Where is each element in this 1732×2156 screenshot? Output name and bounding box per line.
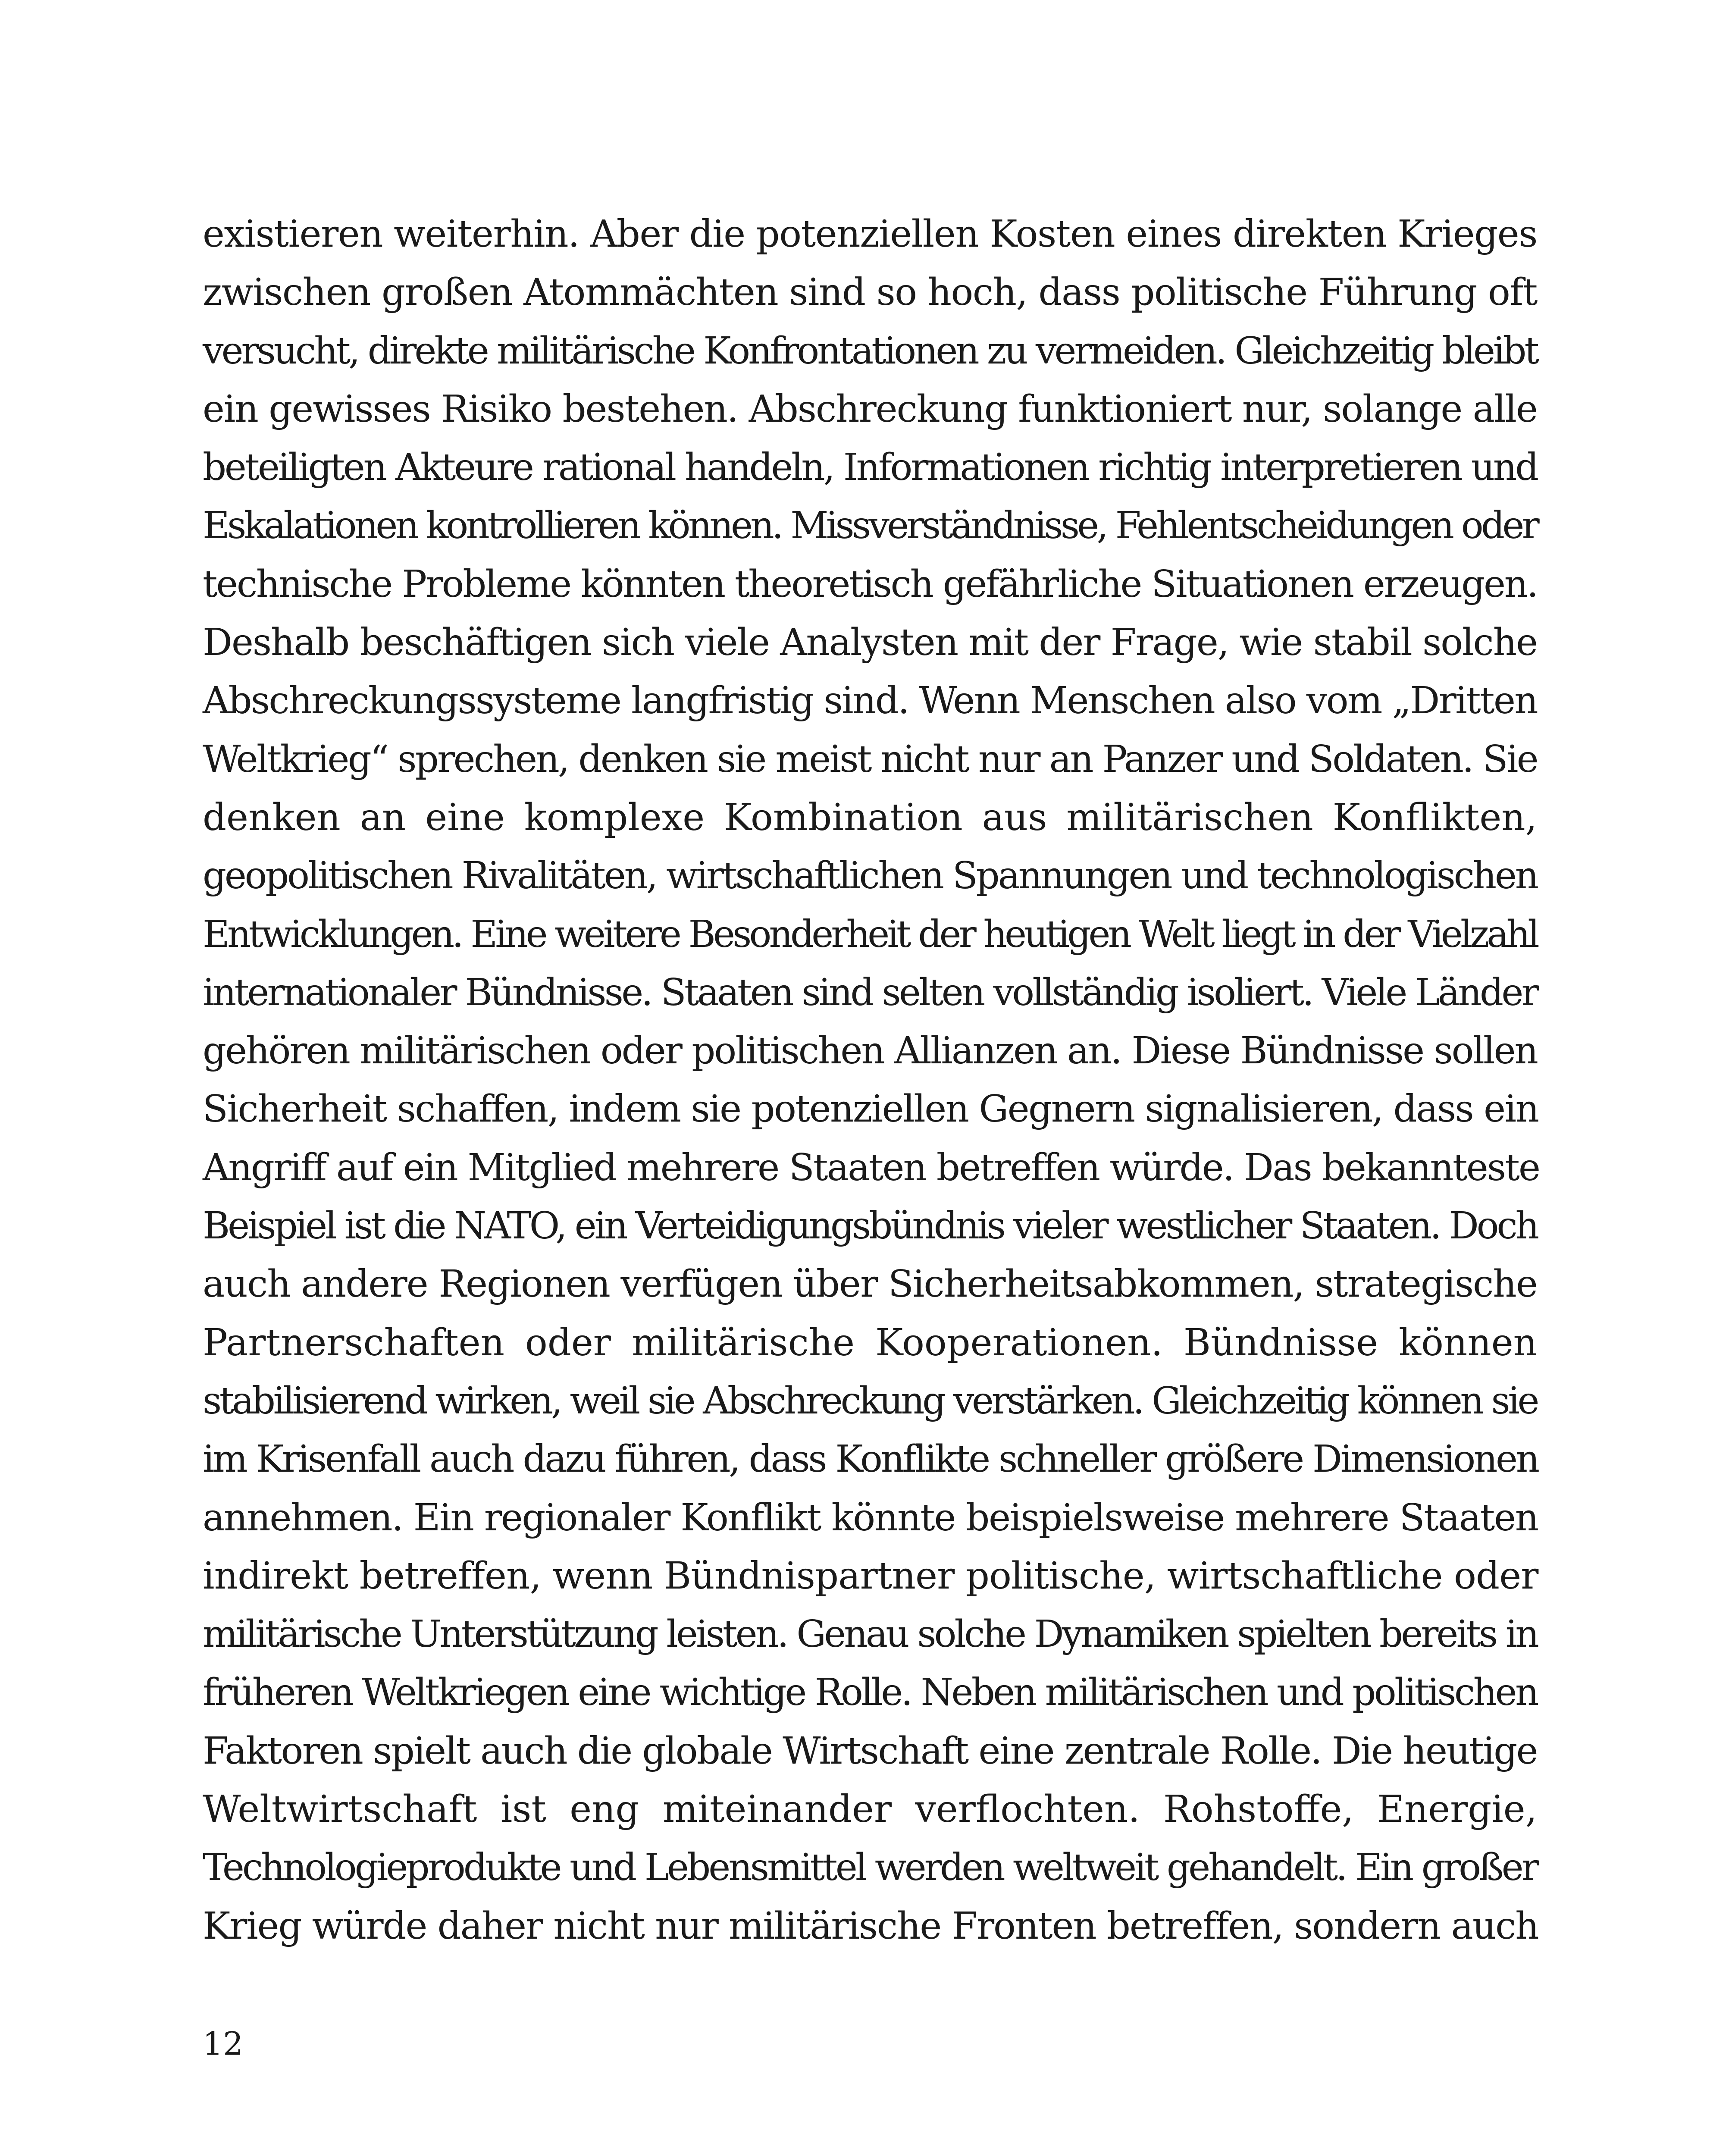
- text-line: beteiligten Akteure rational handeln, Informationen richtig interpretieren und: [203, 446, 1537, 489]
- text-line: annehmen. Ein regionaler Konflikt könnte beispielsweise mehrere Staaten: [203, 1496, 1538, 1539]
- text-line: Partnerschaften oder militärische Kooperationen. Bündnisse können: [203, 1321, 1537, 1364]
- text-line: Krieg würde daher nicht nur militärische Fronten betreffen, sondern auch: [203, 1904, 1538, 1948]
- text-line: Deshalb beschäftigen sich viele Analysten mit der Frage, wie stabil solche: [203, 621, 1537, 664]
- text-line: im Krisenfall auch dazu führen, dass Konflikte schneller größere Dimensionen: [203, 1438, 1538, 1481]
- text-line: denken an eine komplexe Kombination aus militärischen Konflikten,: [203, 796, 1537, 839]
- text-line: Entwicklungen. Eine weitere Besonderheit der heutigen Welt liegt in der Vielzahl: [203, 912, 1537, 956]
- text-line: ein gewisses Risiko bestehen. Abschreckung funktioniert nur, solange alle: [203, 387, 1538, 431]
- text-line: indirekt betreffen, wenn Bündnispartner politische, wirtschaftliche oder: [203, 1554, 1538, 1598]
- text-line: Technologieprodukte und Lebensmittel werden weltweit gehandelt. Ein großer: [203, 1846, 1537, 1890]
- text-line: Angriff auf ein Mitglied mehrere Staaten betreffen würde. Das bekannteste: [203, 1146, 1540, 1189]
- text-line: versucht, direkte militärische Konfrontationen zu vermeiden. Gleichzeitig bleibt: [203, 329, 1537, 373]
- text-line: existieren weiterhin. Aber die potenziellen Kosten eines direkten Krieges: [203, 213, 1537, 256]
- body-paragraph: [203, 205, 1540, 1955]
- text-line: Beispiel ist die NATO, ein Verteidigungsbündnis vieler westlicher Staaten. Doch: [203, 1204, 1537, 1248]
- text-line: stabilisierend wirken, weil sie Abschreckung verstärken. Gleichzeitig können sie: [203, 1379, 1537, 1423]
- text-line: Eskalationen kontrollieren können. Missverständnisse, Fehlentscheidungen oder: [203, 504, 1537, 548]
- text-line: zwischen großen Atommächten sind so hoch, dass politische Führung oft: [203, 271, 1537, 314]
- text-line: internationaler Bündnisse. Staaten sind selten vollständig isoliert. Viele Länder: [203, 971, 1537, 1014]
- text-line: auch andere Regionen verfügen über Sicherheitsabkommen, strategische: [203, 1263, 1537, 1306]
- text-line: Sicherheit schaffen, indem sie potenziellen Gegnern signalisieren, dass ein: [203, 1087, 1538, 1131]
- page-number: 12: [203, 2025, 244, 2062]
- text-line: Weltwirtschaft ist eng miteinander verflochten. Rohstoffe, Energie,: [203, 1788, 1537, 1831]
- text-line: Abschreckungssysteme langfristig sind. Wenn Menschen also vom „Dritten: [203, 679, 1537, 723]
- text-line: technische Probleme könnten theoretisch gefährliche Situationen erzeugen.: [203, 562, 1537, 606]
- text-line: gehören militärischen oder politischen Allianzen an. Diese Bündnisse sollen: [203, 1029, 1537, 1073]
- text-line: Weltkrieg“ sprechen, denken sie meist nicht nur an Panzer und Soldaten. Sie: [203, 737, 1537, 781]
- text-line: geopolitischen Rivalitäten, wirtschaftlichen Spannungen und technologischen: [203, 854, 1537, 898]
- text-line: früheren Weltkriegen eine wichtige Rolle. Neben militärischen und politischen: [203, 1671, 1537, 1714]
- text-line: militärische Unterstützung leisten. Genau solche Dynamiken spielten bereits in: [203, 1613, 1537, 1656]
- text-line: Faktoren spielt auch die globale Wirtschaft eine zentrale Rolle. Die heutige: [203, 1729, 1537, 1773]
